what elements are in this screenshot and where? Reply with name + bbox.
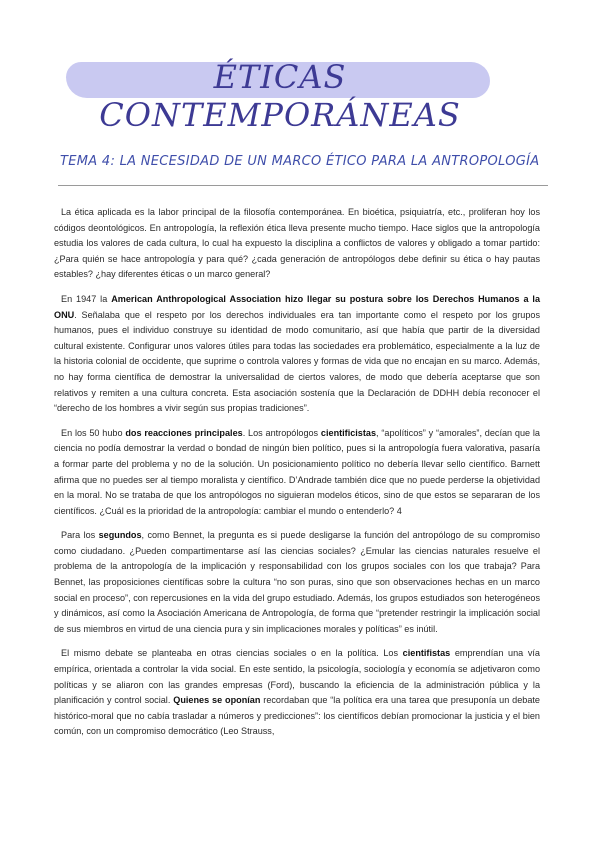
section-heading: TEMA 4: LA NECESIDAD DE UN MARCO ÉTICO PARA LA ANTROPOLOGÍA [60, 154, 540, 169]
divider [58, 185, 548, 186]
text-run: , como Bennet, la pregunta es si puede desligarse la función del antropólogo de su compromiso como ciudadano. ¿Pueden compartimentarse así las ciencias sociales? ¿Emular las ciencias naturales resuelve el problema de la antropología de la implicación y responsabilidad con los grupos sociales con los que trabaja? Para Bennet, las proposiciones científicas sobre la cultura “no son puras, sino que son observaciones hechas en un marco social en proceso”, con repercusiones en la vida del grupo estudiado. Además, los grupos estudiados son heterogéneos y dinámicos, así como la Asociación Americana de Antropología, de forma que “pretender restringir la implicación social de sus miembros en virtud de una ciencia pura y sin implicaciones morales y políticas” es inútil. [54, 530, 540, 634]
bold-run: dos reacciones principales [125, 427, 243, 438]
bold-run: cientifistas [402, 648, 451, 659]
text-run: . Señalaba que el respeto por los derechos individuales era tan importante como el respeto por los grupos humanos, pues el individuo construye su identidad de modo comunitario, así que había que partir de la diversidad cultural existente. Configurar unos valores útiles para todas las sociedades era problemático, especialmente a la luz de la historia colonial de occidente, que suprime o controla valores y formas de vida que no encajan en su marco. Además, no hay forma científica de demostrar la universalidad de ciertos valores, de modo que debería aceptarse que son relativos y remiten a una cultura concreta. Esta asociación sostenía que la Declaración de DDHH debía reconocer el “derecho de los hombres a vivir según sus propias tradiciones”. [54, 309, 540, 414]
bold-run: segundos [98, 530, 142, 541]
text-run: El mismo debate se planteaba en otras ciencias sociales o en la política. Los [61, 648, 403, 659]
text-run: En los 50 hubo [61, 427, 126, 438]
text-run: , “apolíticos” y “amorales”, decían que la ciencia no podía demostrar la verdad o bondad de ningún bien político, pues si la antropología fuera valorativa, pasaría a formar parte del problema y no de la solución. Un posicionamiento político no debería llevar sello científico. Barnett afirma que no puedes ser al tiempo moralista y científico. D’Andrade también dice que no puede perderse la objetividad en la moral. No se trataba de que los antropólogos no siguieran modelos éticos, sino de que estos se separaran de los científicos. ¿Cuál es la prioridad de la antropología: cambiar el mundo o entenderlo? 4 [54, 427, 540, 516]
bold-run: American Anthropological Association hizo llegar su postura sobre los Derechos Humanos a la ONU [54, 293, 541, 320]
bold-run: Quienes se oponían [173, 695, 261, 706]
paragraph-2 [54, 292, 540, 417]
paragraph-3 [54, 426, 540, 520]
body-text [54, 205, 540, 749]
paragraph-4 [54, 528, 540, 637]
title-banner [62, 44, 498, 134]
bold-run: cientificistas [320, 427, 377, 438]
paragraph-5 [54, 646, 540, 740]
text-run: recordaban que “la política era una tarea que presuponía un debate histórico-moral que no cabía trasladar a números y predicciones”: los científicos debían promocionar la justicia y el bien común, con un compromiso democrático (Leo Strauss, [54, 695, 540, 737]
paragraph-1: La ética aplicada es la labor principal de la filosofía contemporánea. En bioética, psiquiatría, etc., proliferan hoy los códigos deontológicos. En antropología, la reflexión ética lleva presente mucho tiempo. Hace siglos que la antropología estudia los valores de cada cultura, lo cual ha expuesto la disciplina a conflictos de valores y obligado a tomar partido: ¿Para quién se hace antropología y para qué? ¿cada generación de antropólogos debe definir su ética o hay pautas estables? ¿hay diferentes éticas o un marco general? [54, 207, 540, 280]
page-title: ÉTICAS CONTEMPORÁNEAS [99, 58, 461, 134]
text-run: . Los antropólogos [242, 427, 321, 438]
text-run: En 1947 la [61, 293, 112, 304]
text-run: Para los [61, 530, 99, 541]
text-run: emprendían una vía empírica, orientada a controlar la vida social. En este sentido, la psicología, sociología y economía se adjetivaron como políticas y se aliaron con las grandes empresas (Ford), buscando la eficiencia de la administración pública y la planificación y control social. [54, 648, 540, 706]
